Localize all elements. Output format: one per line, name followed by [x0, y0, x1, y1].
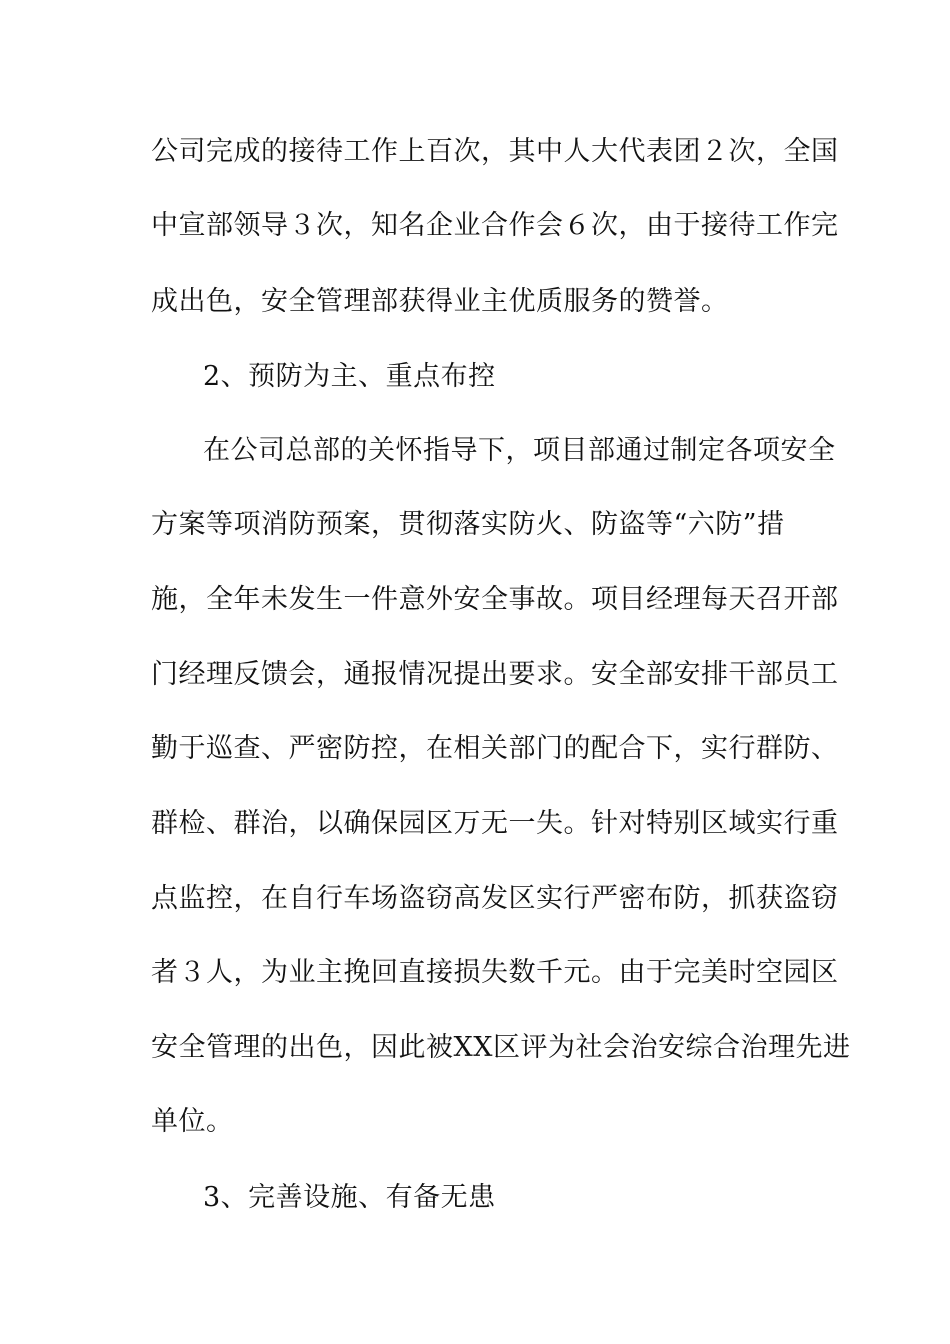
- paragraph-line: 点监控，在自行车场盗窃高发区实行严密布防，抓获盗窃: [151, 883, 839, 914]
- section-heading: 2、预防为主、重点布控: [203, 361, 496, 392]
- paragraph-line: 方案等项消防预案，贯彻落实防火、防盗等“六防”措: [151, 509, 785, 540]
- paragraph-line: 者３人，为业主挽回直接损失数千元。由于完美时空园区: [151, 957, 839, 988]
- paragraph-line: 群检、群治，以确保园区万无一失。针对特别区域实行重: [151, 808, 839, 839]
- paragraph-line: 单位。: [151, 1106, 234, 1137]
- paragraph-line: 在公司总部的关怀指导下，项目部通过制定各项安全: [203, 435, 836, 466]
- section-heading: 3、完善设施、有备无患: [203, 1182, 496, 1213]
- paragraph-line: 公司完成的接待工作上百次，其中人大代表团２次，全国: [151, 136, 839, 167]
- paragraph-line: 施，全年未发生一件意外安全事故。项目经理每天召开部: [151, 584, 839, 615]
- paragraph-line: 成出色，安全管理部获得业主优质服务的赞誉。: [151, 286, 729, 317]
- paragraph-line: 勤于巡查、严密防控，在相关部门的配合下，实行群防、: [151, 733, 839, 764]
- paragraph-line: 中宣部领导３次，知名企业合作会６次，由于接待工作完: [151, 210, 839, 241]
- paragraph-line: 门经理反馈会，通报情况提出要求。安全部安排干部员工: [151, 659, 839, 690]
- paragraph-line: 安全管理的出色，因此被XX区评为社会治安综合治理先进: [151, 1032, 851, 1063]
